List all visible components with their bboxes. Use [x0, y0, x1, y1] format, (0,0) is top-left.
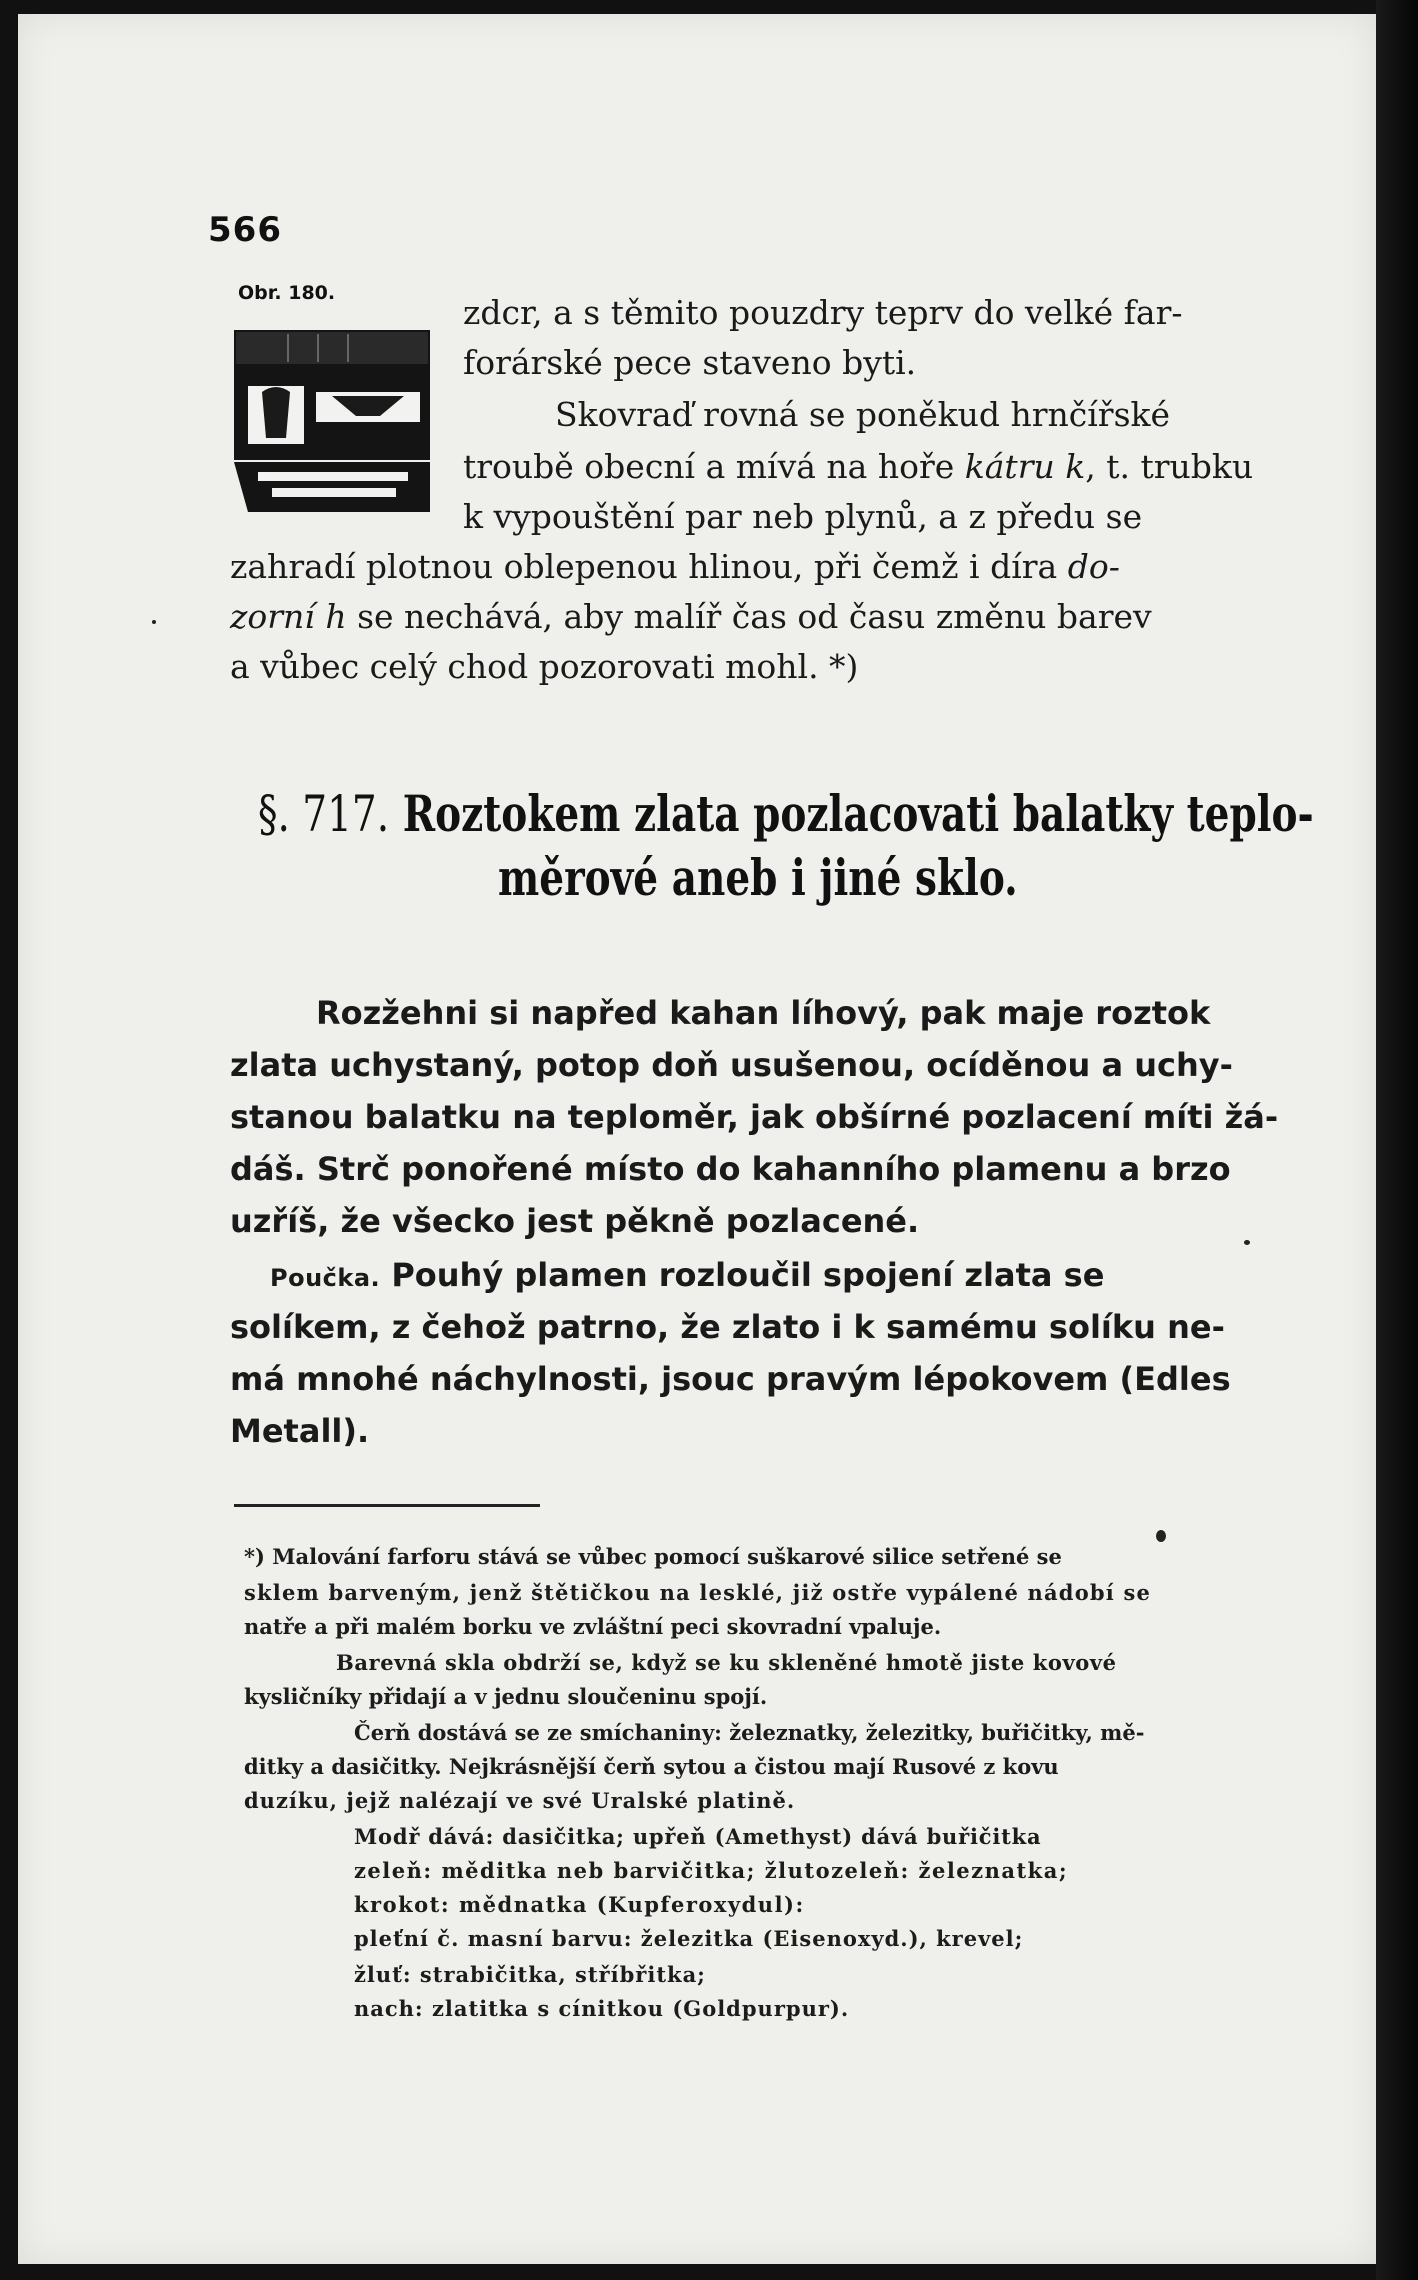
note-line-3: má mnohé náchylnosti, jsouc pravým lépokovem (Edles [230, 1360, 1231, 1398]
kiln-figure [228, 322, 436, 518]
note-label: Poučka. [270, 1264, 381, 1292]
main-line-2: zlata uchystaný, potop doň usušenou, ocíděnou a uchy- [230, 1046, 1233, 1084]
footnote-marker: *) [244, 1544, 265, 1569]
footnote-line-14: nach: zlatitka s cínitkou (Goldpurpur). [354, 1996, 850, 2021]
scan-speck [1244, 1240, 1250, 1245]
footnote-line-12: pleťní č. masní barvu: železitka (Eisenoxyd.), krevel; [354, 1926, 1024, 1951]
footnote-line-13: žluť: strabičitka, stříbřitka; [354, 1962, 706, 1987]
intro-line-7: zorní h se nechává, aby malíř čas od času změnu barev [230, 597, 1152, 636]
intro-line-8: a vůbec celý chod pozorovati mohl. *) [230, 647, 859, 686]
note-line-1: Poučka. Pouhý plamen rozloučil spojení zlata se [270, 1256, 1105, 1294]
main-line-4: dáš. Strč ponořené místo do kahanního plamenu a brzo [230, 1150, 1231, 1188]
main-line-3: stanou balatku na teploměr, jak obšírné pozlacení míti žá- [230, 1098, 1279, 1136]
note-line-2: solíkem, z čehož patrno, že zlato i k samému solíku ne- [230, 1308, 1225, 1346]
main-line-1: Rozžehni si napřed kahan líhový, pak maje roztok [316, 994, 1211, 1032]
section-heading-line-2: měrové aneb i jiné sklo. [498, 848, 1018, 907]
intro-line-2: forárské pece staveno byti. [463, 343, 917, 382]
intro-line-1: zdcr, a s těmito pouzdry teprv do velké far- [463, 293, 1183, 332]
footnote-line-2: sklem barveným, jenž štětičkou na lesklé, již ostře vypálené nádobí se [244, 1580, 1152, 1605]
section-heading-line-1: §. 717. Roztokem zlata pozlacovati balatky teplo- [258, 784, 1314, 843]
page-number: 566 [208, 210, 282, 250]
footnote-line-4: Barevná skla obdrží se, když se ku skleněné hmotě jiste kovové [336, 1650, 1117, 1675]
footnote-line-10: zeleň: měditka neb barvičitka; žlutozeleň: železnatka; [354, 1858, 1069, 1883]
footnote-line-6: Čerň dostává se ze smíchaniny: železnatky, železitky, buřičitky, mě- [354, 1720, 1145, 1745]
note-line-4: Metall). [230, 1412, 370, 1450]
intro-line-4: troubě obecní a mívá na hoře kátru k, t. trubku [463, 447, 1254, 486]
figure-label: Obr. 180. [238, 282, 336, 304]
footnote-rule [234, 1504, 540, 1507]
footnote-line-1: *) Malování farforu stává se vůbec pomocí suškarové silice setřené se [244, 1544, 1062, 1569]
intro-line-5: k vypouštění par neb plynů, a z předu se [463, 497, 1143, 536]
footnote-line-7: ditky a dasičitky. Nejkrásnější čerň sytou a čistou mají Rusové z kovu [244, 1754, 1059, 1779]
footnote-line-3: natře a při malém borku ve zvláštní peci skovradní vpaluje. [244, 1614, 942, 1639]
intro-line-3: Skovraď rovná se poněkud hrnčířské [555, 395, 1171, 434]
footnote-line-11: krokot: mědnatka (Kupferoxydul): [354, 1892, 805, 1917]
footnote-line-5: kysličníky přidají a v jednu sloučeninu spojí. [244, 1684, 768, 1709]
footnote-line-9: Modř dává: dasičitka; upřeň (Amethyst) dává buřičitka [354, 1824, 1042, 1849]
scan-speck [1156, 1530, 1166, 1542]
footnote-line-8: duzíku, jejž nalézají ve své Uralské platině. [244, 1788, 796, 1813]
scan-speck [152, 620, 156, 624]
main-line-5: uzříš, že všecko jest pěkně pozlacené. [230, 1202, 920, 1240]
intro-line-6: zahradí plotnou oblepenou hlinou, při čemž i díra do- [230, 547, 1120, 586]
kiln-base [234, 462, 430, 512]
page-edge-shadow [1376, 0, 1418, 2280]
